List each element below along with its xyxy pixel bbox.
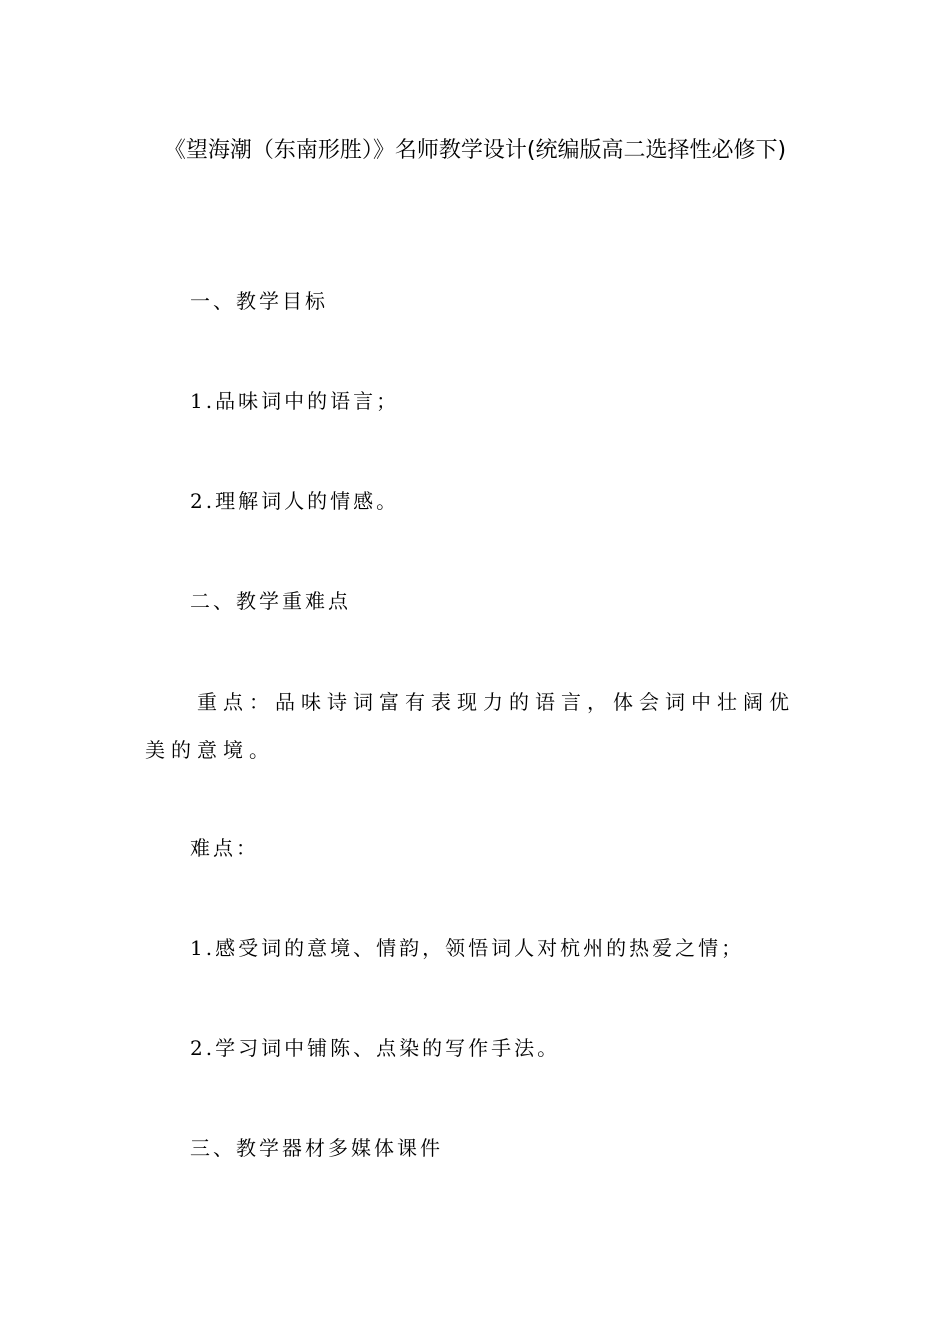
key-point-paragraph — [145, 678, 810, 774]
objective-item-1: 1.品味词中的语言； — [190, 389, 400, 413]
difficulty-item-1: 1.感受词的意境、情韵，领悟词人对杭州的热爱之情； — [190, 936, 745, 960]
difficulty-item-2: 2.学习词中铺陈、点染的写作手法。 — [190, 1036, 561, 1060]
difficulty-label: 难点： — [190, 836, 259, 860]
section-heading-objectives: 一、教学目标 — [190, 289, 328, 313]
section-heading-key-difficult-points: 二、教学重难点 — [190, 589, 351, 613]
document-title: 《望海潮（东南形胜）》名师教学设计(统编版高二选择性必修下) — [163, 138, 787, 163]
section-heading-materials: 三、教学器材多媒体课件 — [190, 1136, 443, 1160]
objective-item-2: 2.理解词人的情感。 — [190, 489, 400, 513]
key-point-text: 重点：品味诗词富有表现力的语言，体会词中壮阔优美的意境。 — [145, 690, 795, 762]
